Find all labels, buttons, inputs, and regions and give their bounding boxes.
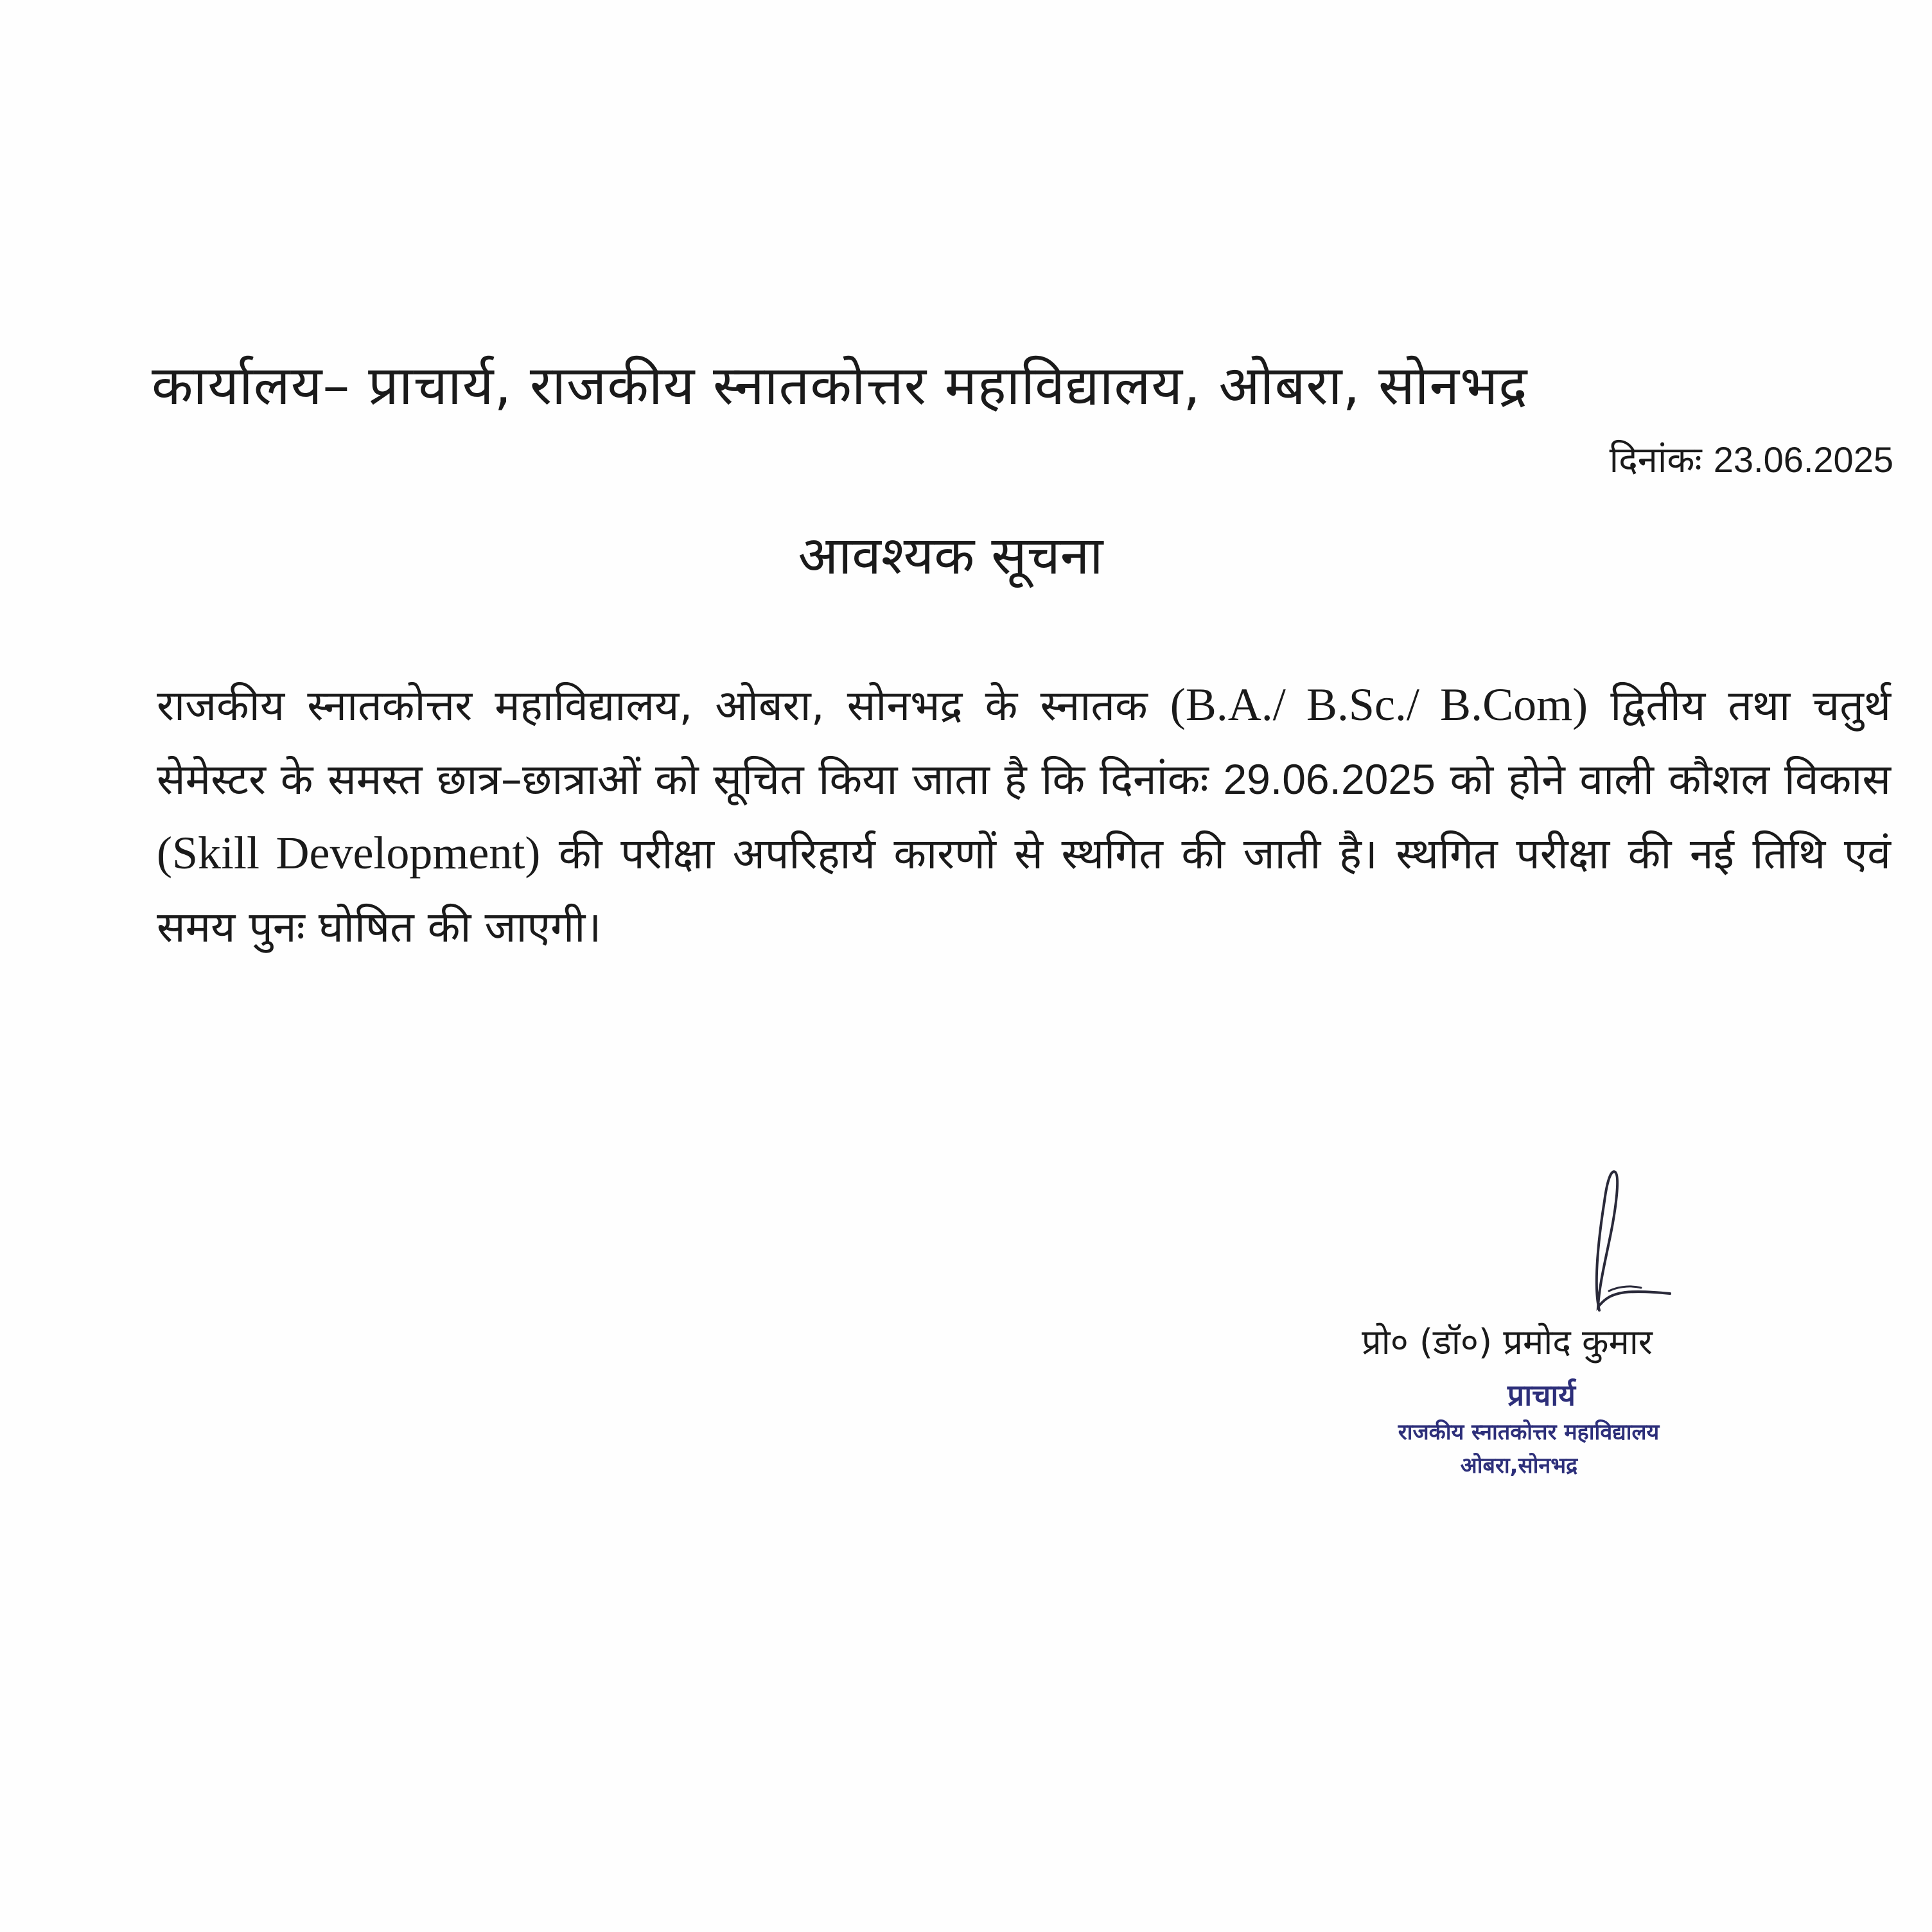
- stamp-institution: राजकीय स्नातकोत्तर महाविद्यालय: [1398, 1419, 1660, 1445]
- principal-stamp: [1336, 1374, 1721, 1482]
- handwritten-signature: [1503, 1156, 1696, 1323]
- date-label: दिनांकः: [1609, 439, 1702, 481]
- notice-heading: आवश्यक सूचना: [798, 525, 1103, 586]
- course-list: (B.A./ B.Sc./ B.Com): [1170, 679, 1588, 730]
- body-part-3: को होने वाली कौशल विकास: [1435, 755, 1892, 804]
- notice-body: [157, 668, 1891, 964]
- skill-development-label: (Skill Development): [157, 827, 541, 879]
- signer-name: प्रो० (डॉ०) प्रमोद कुमार: [1362, 1322, 1653, 1362]
- office-header: कार्यालय– प्राचार्य, राजकीय स्नातकोत्तर महाविद्यालय, ओबरा, सोनभद्र: [152, 354, 1528, 417]
- body-part-1: राजकीय स्नातकोत्तर महाविद्यालय, ओबरा, सोनभद्र के स्नातक: [157, 681, 1170, 730]
- signature-block: [1336, 1156, 1734, 1490]
- body-part-2: द्वितीय तथा चतुर्थ सेमेस्टर के समस्त छात्र–छात्राओं को सूचित किया जाता है कि दिनांकः: [157, 681, 1892, 804]
- exam-date: 29.06.2025: [1223, 755, 1436, 803]
- notice-date: [1610, 434, 1893, 486]
- date-value: 23.06.2025: [1713, 439, 1893, 480]
- stamp-title: प्राचार्य: [1507, 1378, 1576, 1412]
- stamp-place: ओबरा,सोनभद्र: [1460, 1453, 1578, 1479]
- body-part-4: की परीक्षा अपरिहार्य कारणों से स्थगित की जाती है। स्थगित परीक्षा की नई तिथि एवं समय पुनः घोषित की जाएगी।: [157, 829, 1892, 952]
